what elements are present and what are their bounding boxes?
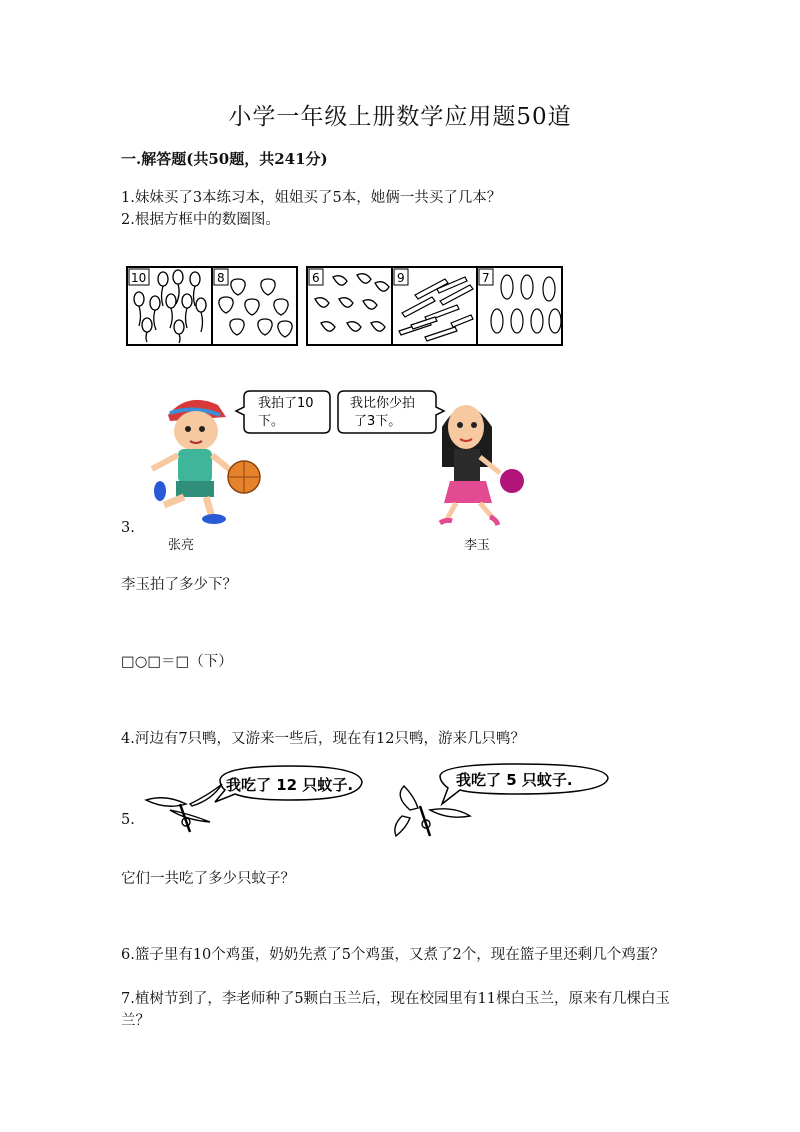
question-2: 2.根据方框中的数圈图。 <box>121 212 280 228</box>
name-girl: 李玉 <box>464 538 491 553</box>
svg-text:我吃了 12 只蚊子.: 我吃了 12 只蚊子. <box>226 776 354 794</box>
box-3-number <box>309 269 323 285</box>
box-5-number <box>479 269 493 285</box>
leaf-icons <box>315 274 389 332</box>
corn-icons <box>491 275 561 333</box>
svg-text:下。: 下。 <box>258 414 285 429</box>
ball-icon <box>500 469 524 493</box>
svg-text:我拍了10: 我拍了10 <box>258 396 314 411</box>
svg-text:了3下。: 了3下。 <box>354 414 402 429</box>
question-3-number: 3. <box>121 520 135 536</box>
ball-bouncing-figure <box>140 385 540 555</box>
svg-text:我比你少拍: 我比你少拍 <box>350 396 416 411</box>
box-2-number <box>214 269 228 285</box>
dragonfly-figure <box>140 760 620 840</box>
svg-text:7: 7 <box>482 271 490 285</box>
boy-illustration <box>152 400 234 524</box>
speech-bubble-left-dragonfly <box>215 766 362 802</box>
svg-text:6: 6 <box>312 271 320 285</box>
question-6: 6.篮子里有10个鸡蛋，奶奶先煮了5个鸡蛋，又煮了2个，现在篮子里还剩几个鸡蛋？ <box>121 947 665 963</box>
svg-text:我吃了 5 只蚊子.: 我吃了 5 只蚊子. <box>456 771 573 789</box>
dragonfly-left-icon <box>146 784 222 832</box>
speech-bubble-left <box>236 391 330 433</box>
speech-bubble-right-dragonfly <box>440 764 608 804</box>
box-1-number <box>129 269 149 285</box>
box-4-number <box>394 269 408 285</box>
question-5-text: 它们一共吃了多少只蚊子？ <box>121 871 295 887</box>
section-heading: 一.解答题(共50题，共241分) <box>121 150 328 168</box>
speech-bubble-right <box>338 391 444 433</box>
question-5-number: 5. <box>121 812 135 828</box>
question-4: 4.河边有7只鸭，又游来一些后，现在有12只鸭，游来几只鸭？ <box>121 731 526 747</box>
question-3-formula: □○□＝□（下） <box>121 654 233 670</box>
page-title: 小学一年级上册数学应用题50道 <box>228 104 572 130</box>
name-boy: 张亮 <box>168 538 195 553</box>
svg-text:8: 8 <box>217 271 225 285</box>
question-1: 1.妹妹买了3本练习本，姐姐买了5本，她俩一共买了几本？ <box>121 190 502 206</box>
svg-text:9: 9 <box>397 271 405 285</box>
pencil-icons <box>399 277 473 341</box>
counting-boxes-figure <box>125 265 565 347</box>
girl-illustration <box>440 405 500 525</box>
question-3-text: 李玉拍了多少下？ <box>121 577 237 593</box>
question-7: 7.植树节到了，李老师种了5颗白玉兰后，现在校园里有11棵白玉兰，原来有几棵白玉兰？ <box>121 991 671 1029</box>
svg-text:10: 10 <box>131 271 147 285</box>
strawberry-icons <box>219 279 292 337</box>
dragonfly-right-icon <box>395 786 470 836</box>
